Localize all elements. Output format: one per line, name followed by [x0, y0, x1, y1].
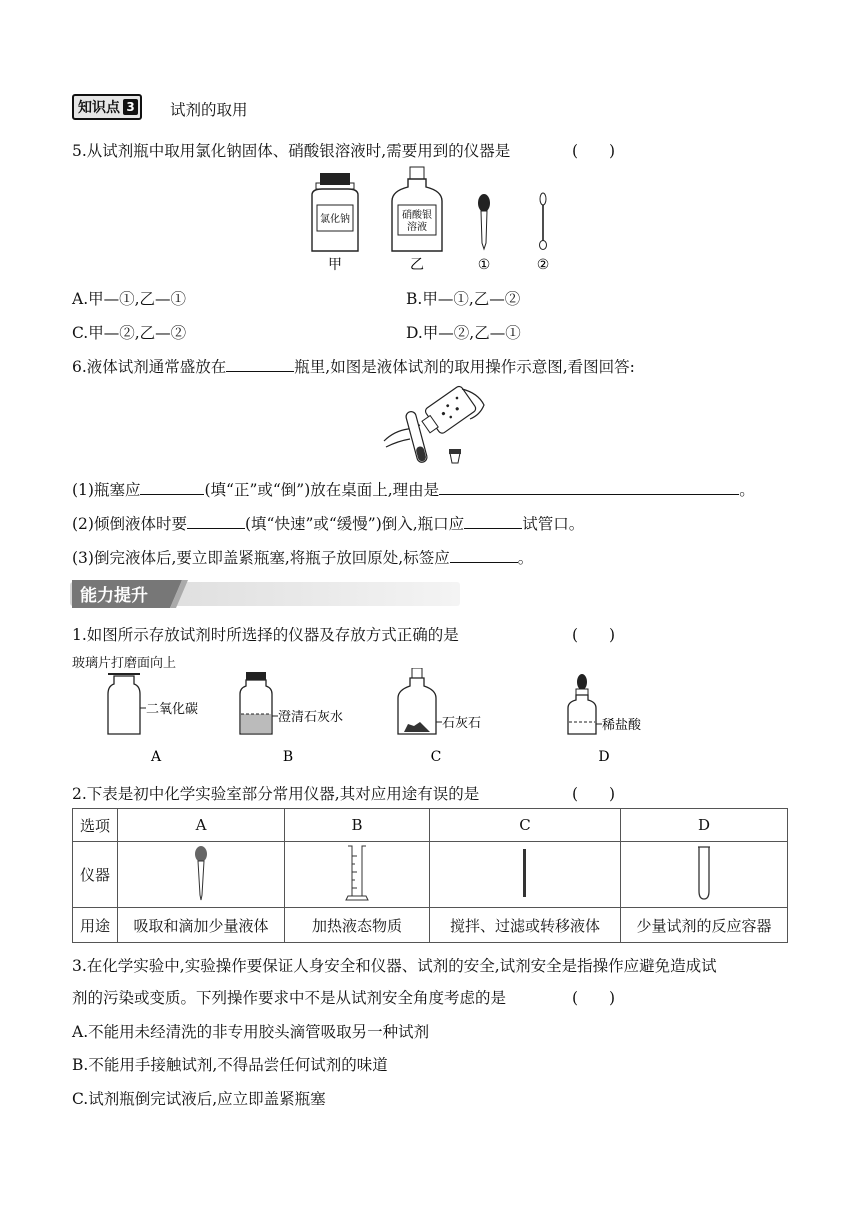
header-instrument: 仪器	[73, 842, 118, 908]
q6-stem	[72, 355, 635, 377]
q5-option-a: A.甲—①,乙—①	[72, 290, 187, 308]
q5-option-b: B.甲—①,乙—②	[406, 290, 521, 308]
q6-stem-a: 6.液体试剂通常盛放在	[72, 358, 227, 376]
table-row	[73, 809, 788, 842]
dropper-icon	[478, 194, 490, 249]
q6-stem-b: 瓶里,如图是液体试剂的取用操作示意图,看图回答:	[294, 358, 635, 376]
cell-b-use: 加热液态物质	[285, 908, 430, 943]
cell-b-instrument	[285, 842, 430, 908]
q6-part2: (2)倾倒液体时要 (填“快速”或“缓慢”)倒入,瓶口应 试管口。	[72, 515, 585, 533]
a1-caption-d: D	[598, 749, 610, 765]
wide-mouth-bottle-icon	[312, 173, 358, 251]
a1-label-c: 石灰石	[442, 716, 482, 731]
glass-rod-icon	[520, 847, 530, 899]
bottle2-label2: 溶液	[407, 222, 427, 233]
col-d-header: D	[621, 809, 788, 842]
a1-paren: ( )	[572, 626, 616, 644]
ability-banner	[70, 580, 460, 608]
cell-a-instrument	[118, 842, 285, 908]
a1-caption-c: C	[430, 749, 442, 765]
a1-label-d: 稀盐酸	[602, 718, 642, 733]
a1-caption-a: A	[150, 749, 162, 765]
col-a-header: A	[118, 809, 285, 842]
a1-label-a: 二氧化碳	[146, 702, 199, 717]
q6-blank-2	[439, 480, 739, 495]
section-badge	[72, 94, 142, 120]
badge-text: 知识点	[78, 100, 120, 116]
bottle2-label1: 硝酸银	[402, 210, 432, 221]
col-c-header: C	[430, 809, 621, 842]
q5-option-c: C.甲—②,乙—②	[72, 324, 187, 342]
q5-option-d: D.甲—②,乙—①	[406, 324, 521, 342]
q5-paren: ( )	[572, 142, 616, 160]
dropper-icon	[191, 845, 211, 901]
q5-caption-2: ②	[536, 257, 550, 273]
narrow-mouth-bottle-icon	[392, 167, 442, 251]
header-use: 用途	[73, 908, 118, 943]
q5-figure	[300, 165, 560, 275]
a3-option-c: C.试剂瓶倒完试液后,应立即盖紧瓶塞	[72, 1090, 326, 1108]
header-option: 选项	[73, 809, 118, 842]
cell-c-instrument	[430, 842, 621, 908]
a1-figure	[100, 668, 660, 768]
cell-c-use: 搅拌、过滤或转移液体	[430, 908, 621, 943]
a3-paren: ( )	[572, 989, 616, 1007]
q5-stem: 5.从试剂瓶中取用氯化钠固体、硝酸银溶液时,需要用到的仪器是	[72, 142, 511, 160]
q6-blank-5	[450, 548, 518, 563]
limewater-bottle-icon	[240, 672, 343, 734]
cell-a-use: 吸取和滴加少量液体	[118, 908, 285, 943]
a1-label-b: 澄清石灰水	[278, 710, 344, 725]
table-row	[73, 908, 788, 943]
banner-title: 能力提升	[80, 586, 148, 606]
test-tube-icon	[694, 845, 714, 901]
q6-part3: (3)倒完液体后,要立即盖紧瓶塞,将瓶子放回原处,标签应 。	[72, 549, 534, 567]
dropper-bottle-icon	[568, 674, 642, 734]
a2-stem: 2.下表是初中化学实验室部分常用仪器,其对应用途有误的是	[72, 785, 480, 803]
spatula-icon	[540, 193, 547, 250]
a1-caption-b: B	[282, 749, 294, 765]
a1-stem: 1.如图所示存放试剂时所选择的仪器及存放方式正确的是	[72, 626, 459, 644]
section-title: 试剂的取用	[170, 101, 248, 119]
q6-blank-bottle	[226, 357, 294, 372]
q6-blank-4	[464, 514, 522, 529]
cell-d-instrument	[621, 842, 788, 908]
q6-part1: (1)瓶塞应 (填“正”或“倒”)放在桌面上,理由是 。	[72, 481, 755, 499]
badge-number: 3	[123, 99, 138, 115]
a3-stem-line1: 3.在化学实验中,实验操作要保证人身安全和仪器、试剂的安全,试剂安全是指操作应避免造成试	[72, 957, 717, 975]
pouring-liquid-figure	[380, 385, 490, 470]
q6-blank-1	[140, 480, 204, 495]
q5-caption-yi: 乙	[410, 257, 424, 273]
a3-option-b: B.不能用手接触试剂,不得品尝任何试剂的味道	[72, 1056, 388, 1074]
cell-d-use: 少量试剂的反应容器	[621, 908, 788, 943]
q5-caption-1: ①	[477, 257, 491, 273]
bottle1-label: 氯化钠	[320, 214, 350, 225]
a3-option-a: A.不能用未经清洗的非专用胶头滴管吸取另一种试剂	[72, 1023, 430, 1041]
gas-bottle-icon	[108, 674, 198, 734]
instrument-table	[72, 808, 788, 943]
q6-blank-3	[187, 514, 245, 529]
graduated-cylinder-icon	[344, 844, 370, 902]
a1-note: 玻璃片打磨面向上	[72, 656, 177, 671]
a3-stem-line2: 剂的污染或变质。下列操作要求中不是从试剂安全角度考虑的是	[72, 989, 507, 1007]
limestone-bottle-icon	[398, 668, 481, 734]
col-b-header: B	[285, 809, 430, 842]
a2-paren: ( )	[572, 785, 616, 803]
q5-caption-jia: 甲	[328, 257, 342, 273]
table-row	[73, 842, 788, 908]
